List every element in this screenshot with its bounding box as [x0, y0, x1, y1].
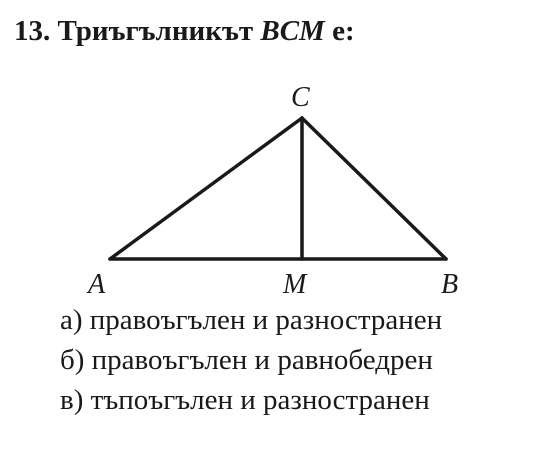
question-number: 13.	[14, 15, 51, 47]
vertex-label-c: C	[291, 82, 310, 113]
answer-option-b[interactable]: б) правоъгълен и равнобедрен	[60, 344, 433, 376]
answer-options	[60, 300, 442, 420]
vertex-label-b: B	[441, 269, 459, 300]
question-title-suffix: е:	[332, 15, 355, 47]
answer-option-c[interactable]: в) тъпоъгълен и разностранен	[60, 384, 430, 416]
vertex-label-m: M	[283, 269, 307, 300]
segment-ac	[110, 118, 302, 259]
question-title-prefix: Триъгълникът	[57, 15, 254, 47]
vertex-label-a: A	[88, 269, 106, 300]
segment-bc	[302, 118, 446, 259]
triangle-name: BCM	[260, 15, 325, 47]
answer-option-a[interactable]: а) правоъгълен и разностранен	[60, 304, 443, 336]
